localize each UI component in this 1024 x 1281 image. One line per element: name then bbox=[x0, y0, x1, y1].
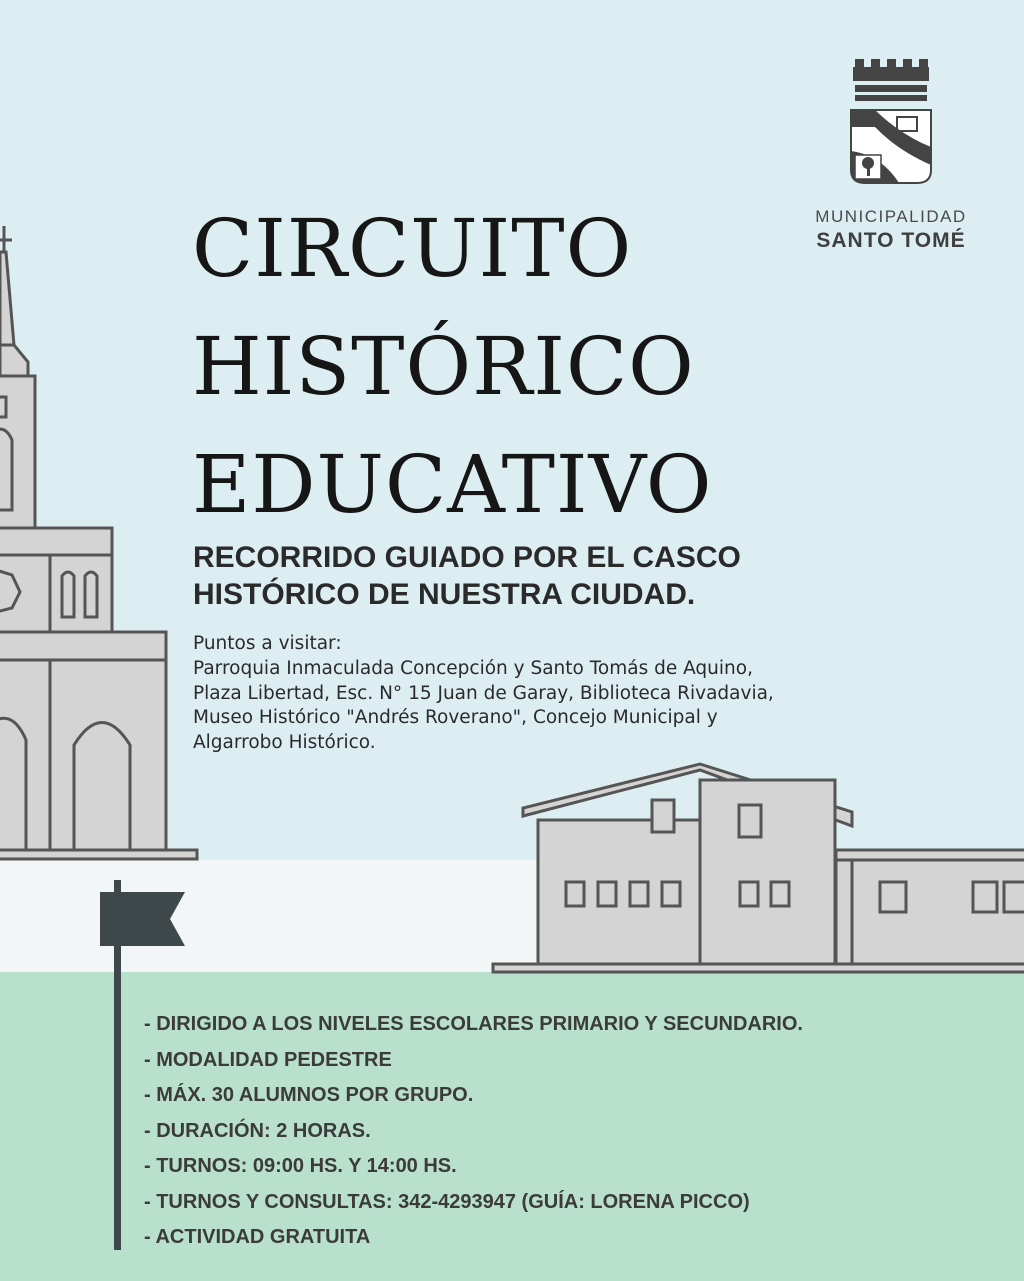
list-item: - DURACIÓN: 2 HORAS. bbox=[144, 1119, 371, 1142]
places-to-visit bbox=[193, 632, 774, 756]
list-item: - TURNOS Y CONSULTAS: 342-4293947 (GUÍA: LORENA PICCO) bbox=[144, 1190, 750, 1213]
list-item: - DIRIGIDO A LOS NIVELES ESCOLARES PRIMARIO Y SECUNDARIO. bbox=[144, 1013, 803, 1035]
list-item: - MÁX. 30 ALUMNOS POR GRUPO. bbox=[144, 1084, 474, 1106]
municipality-logo bbox=[800, 55, 982, 253]
subtitle-line-1: RECORRIDO GUIADO POR EL CASCO bbox=[193, 541, 741, 574]
list-item: - TURNOS: 09:00 HS. Y 14:00 HS. bbox=[144, 1155, 457, 1177]
coat-of-arms-icon bbox=[841, 55, 941, 185]
activity-details-list bbox=[144, 1010, 803, 1259]
visit-line-1: Parroquia Inmaculada Concepción y Santo Tomás de Aquino, bbox=[193, 657, 753, 679]
visit-line-4: Algarrobo Histórico. bbox=[193, 732, 376, 754]
title-line-1: CIRCUITO bbox=[192, 202, 633, 295]
page-title bbox=[192, 190, 712, 544]
subtitle bbox=[193, 539, 741, 613]
visit-line-3: Museo Histórico "Andrés Roverano", Concejo Municipal y bbox=[193, 707, 718, 729]
subtitle-line-2: HISTÓRICO DE NUESTRA CIUDAD. bbox=[193, 578, 696, 611]
visit-line-2: Plaza Libertad, Esc. N° 15 Juan de Garay, Biblioteca Rivadavia, bbox=[193, 682, 774, 704]
school-building-illustration bbox=[493, 764, 1024, 972]
logo-line-santo-tome: SANTO TOMÉ bbox=[816, 229, 966, 252]
title-line-3: EDUCATIVO bbox=[192, 438, 713, 531]
list-item: - MODALIDAD PEDESTRE bbox=[144, 1048, 392, 1071]
list-item: - ACTIVIDAD GRATUITA bbox=[144, 1226, 371, 1248]
title-line-2: HISTÓRICO bbox=[192, 320, 695, 413]
church-illustration bbox=[0, 226, 197, 859]
logo-line-municipalidad: MUNICIPALIDAD bbox=[815, 207, 967, 226]
visit-heading: Puntos a visitar: bbox=[193, 633, 342, 654]
